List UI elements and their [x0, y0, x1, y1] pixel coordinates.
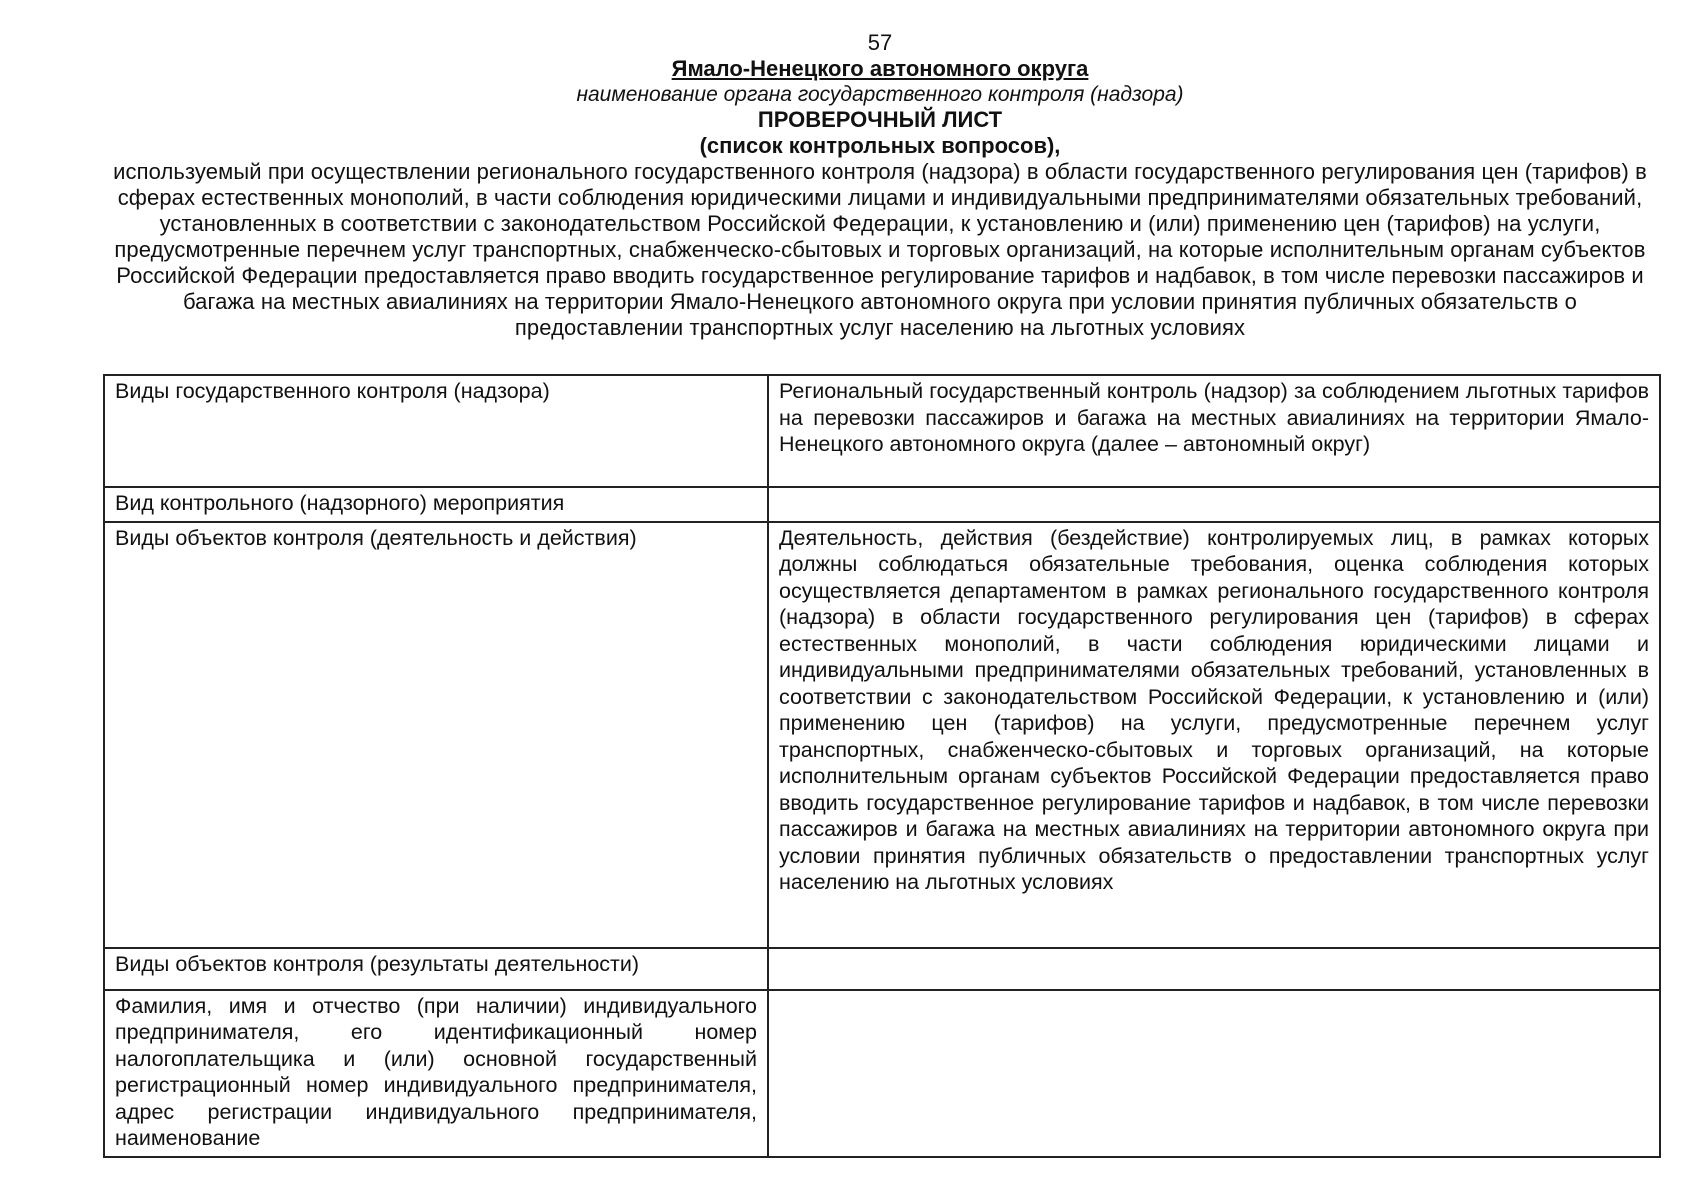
table-row [104, 522, 1660, 948]
row-label: Вид контрольного (надзорного) мероприятия [104, 487, 768, 522]
row-label: Фамилия, имя и отчество (при наличии) индивидуального предпринимателя, его идентификационный номер налогоплательщика и (или) основной государственный регистрационный номер индивидуального предпринимателя, адрес регистрации индивидуального предпринимателя, наименование [104, 990, 768, 1157]
document-description: используемый при осуществлении регионального государственного контроля (надзора) в области государственного регулирования цен (тарифов) в сферах естественных монополий, в части соблюдения юридическими лицами и индивидуальными предпринимателями обязательных требований, установленных в соответствии с законодательством Российской Федерации, к установлению и (или) применению цен (тарифов) на услуги, предусмотренные перечнем услуг транспортных, снабженческо-сбытовых и торговых организаций, на которые исполнительным органам субъектов Российской Федерации предоставляется право вводить государственное регулирование тарифов и надбавок, в том числе перевозки пассажиров и багажа на местных авиалиниях на территории Ямало-Ненецкого автономного округа при условии принятия публичных обязательств о предоставлении транспортных услуг населению на льготных условиях [113, 159, 1647, 340]
document-subtitle: (список контрольных вопросов), [699, 133, 1061, 158]
org-caption: наименование органа государственного контроля (надзора) [576, 83, 1184, 106]
row-value [768, 990, 1660, 1157]
table-row [104, 487, 1660, 522]
row-value [768, 948, 1660, 990]
document-header [100, 30, 1660, 341]
table-row [104, 375, 1660, 487]
table-row [104, 990, 1660, 1157]
row-label: Виды государственного контроля (надзора) [104, 375, 768, 487]
row-value [768, 487, 1660, 522]
row-label: Виды объектов контроля (деятельность и действия) [104, 522, 768, 948]
page-number: 57 [867, 30, 893, 55]
org-name: Ямало-Ненецкого автономного округа [671, 56, 1089, 81]
row-label: Виды объектов контроля (результаты деятельности) [104, 948, 768, 990]
table-row [104, 948, 1660, 990]
row-value: Региональный государственный контроль (надзор) за соблюдением льготных тарифов на перевозки пассажиров и багажа на местных авиалиниях на территории Ямало-Ненецкого автономного округа (далее – автономный округ) [768, 375, 1660, 487]
checklist-table [103, 374, 1661, 1158]
document-title: ПРОВЕРОЧНЫЙ ЛИСТ [757, 107, 1003, 132]
row-value: Деятельность, действия (бездействие) контролируемых лиц, в рамках которых должны соблюдаться обязательные требования, оценка соблюдения которых осуществляется департаментом в рамках регионального государственного контроля (надзора) в области государственного регулирования цен (тарифов) в сферах естественных монополий, в части соблюдения юридическими лицами и индивидуальными предпринимателями обязательных требований, установленных в соответствии с законодательством Российской Федерации, к установлению и (или) применению цен (тарифов) на услуги, предусмотренные перечнем услуг транспортных, снабженческо-сбытовых и торговых организаций, на которые исполнительным органам субъектов Российской Федерации предоставляется право вводить государственное регулирование тарифов и надбавок, в том числе перевозки пассажиров и багажа на местных авиалиниях на территории автономного округа при условии принятия публичных обязательств о предоставлении транспортных услуг населению на льготных условиях [768, 522, 1660, 948]
